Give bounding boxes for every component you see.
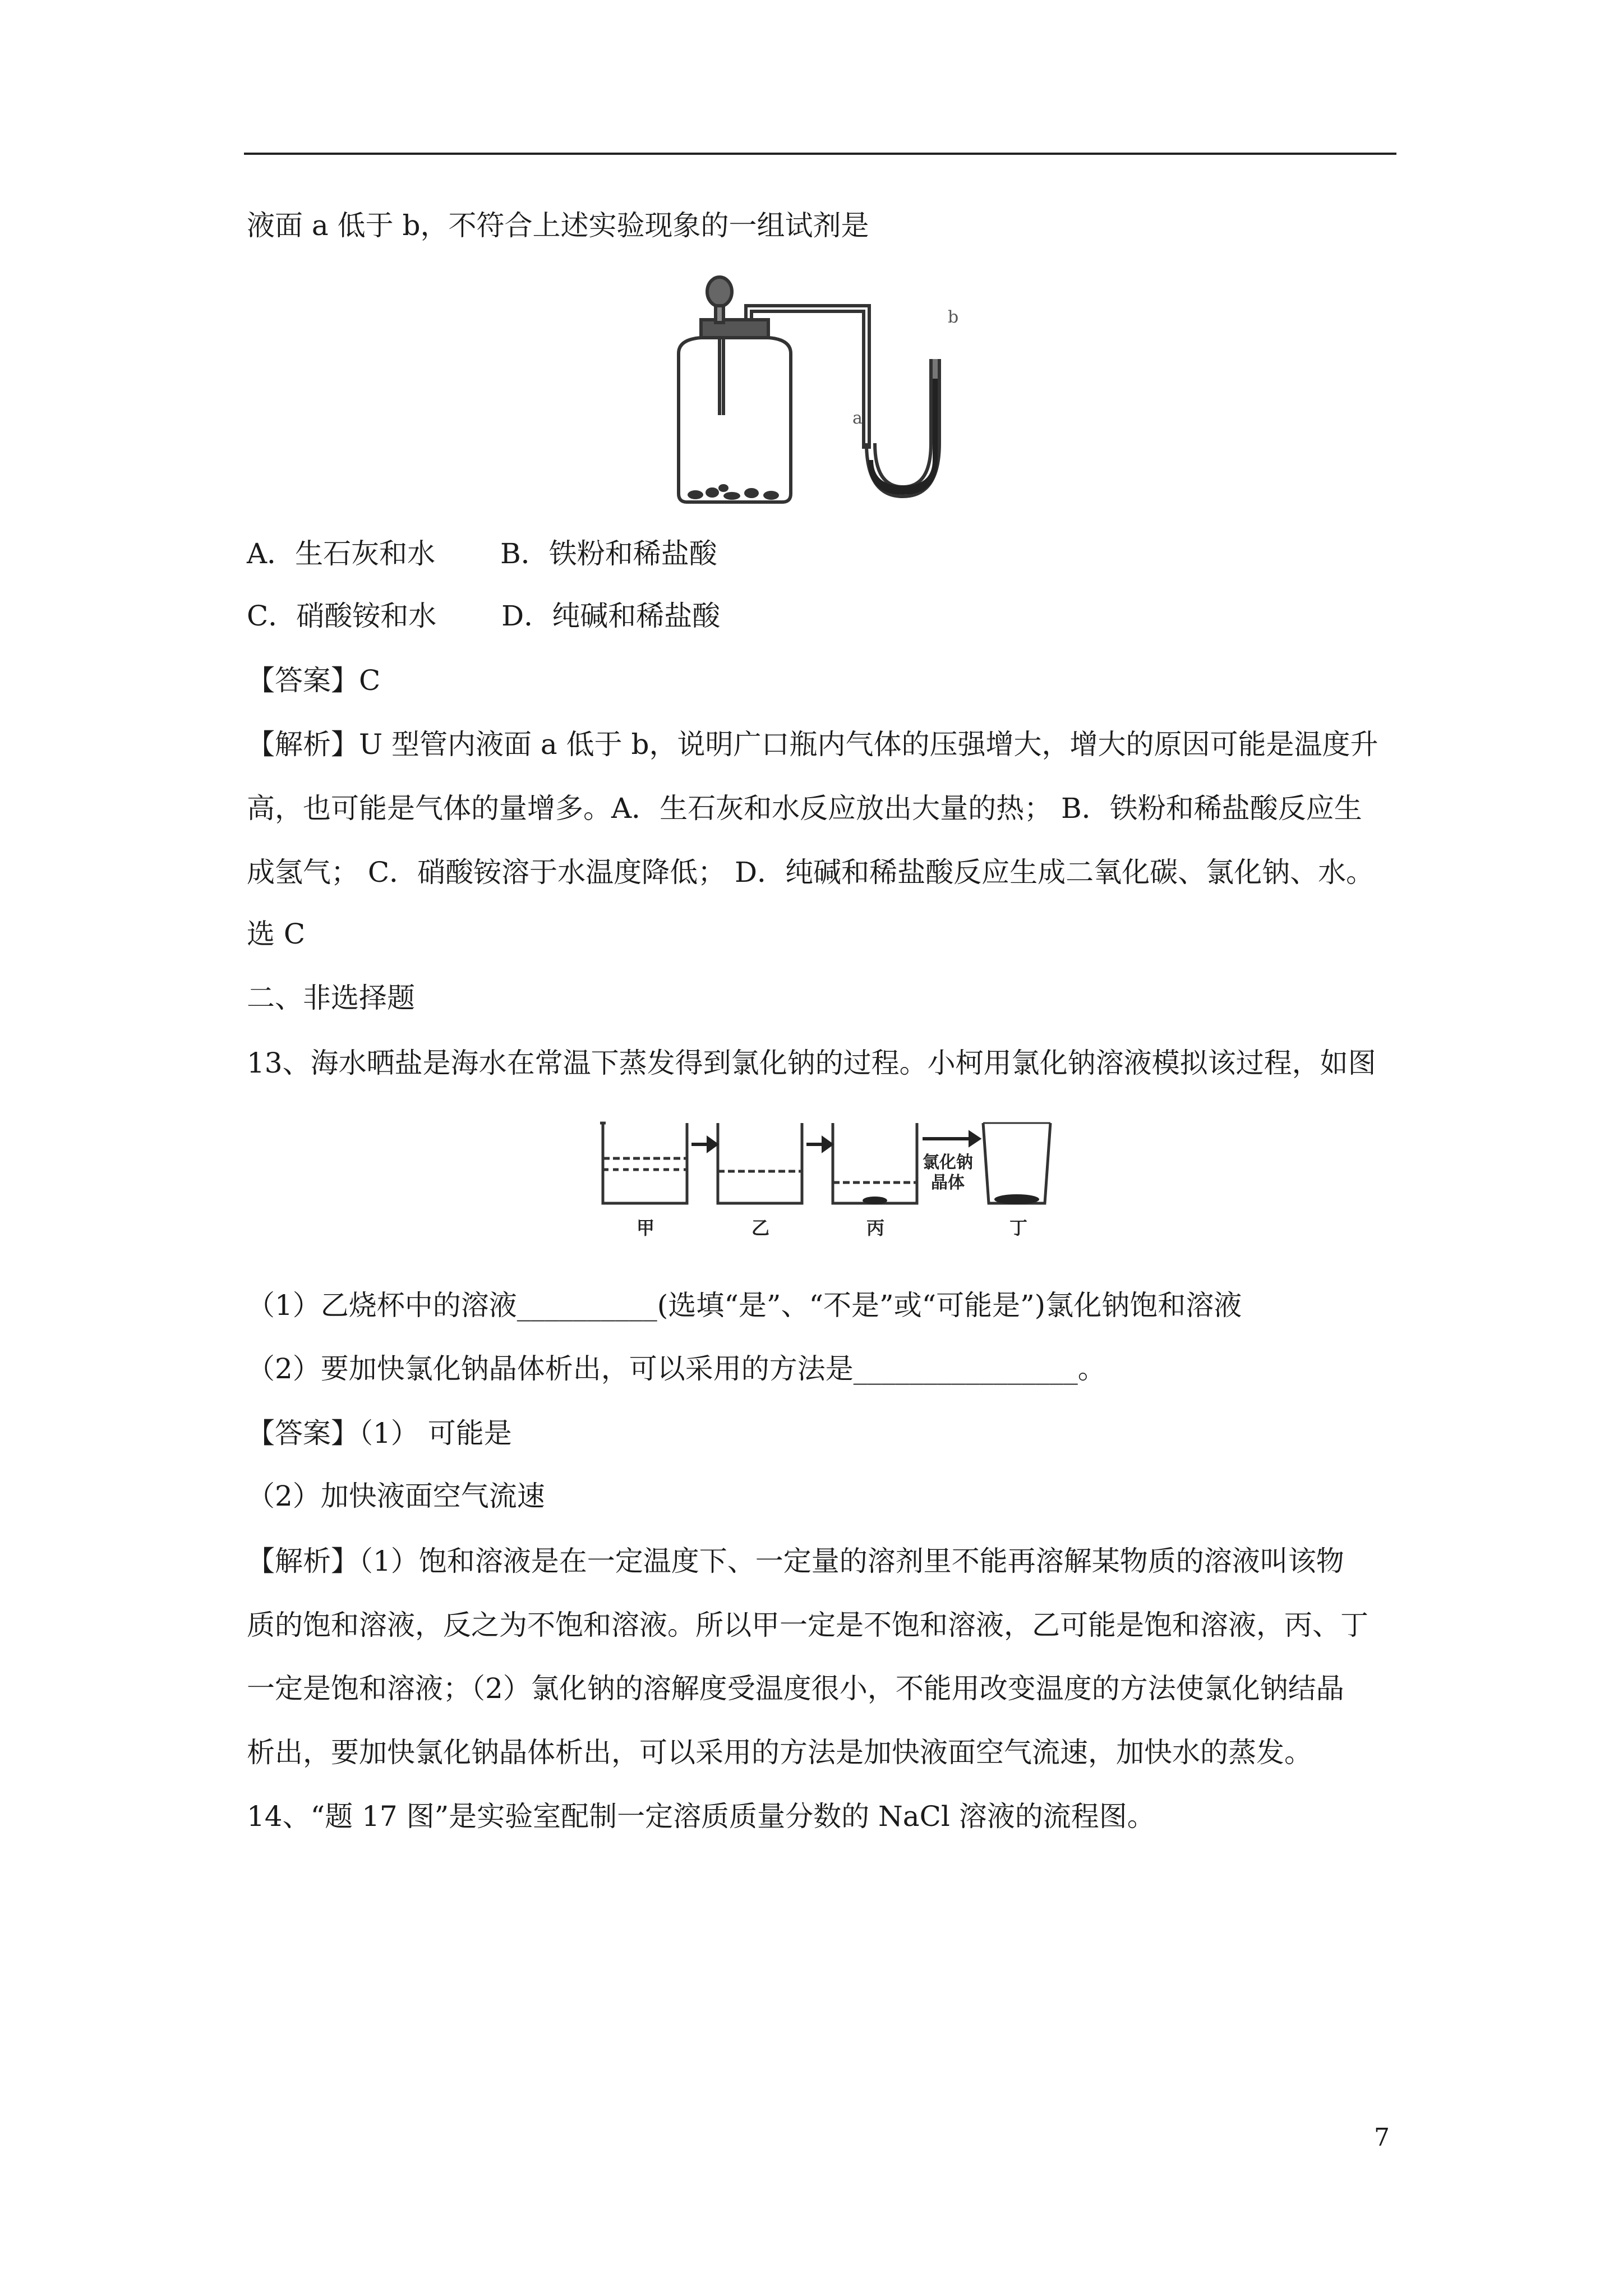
explanation-q13-line4: 析出，要加快氯化钠晶体析出，可以采用的方法是加快液面空气流速，加快水的蒸发。 xyxy=(247,1736,1312,1769)
question-stem: 液面 a 低于 b，不符合上述实验现象的一组试剂是 xyxy=(247,209,869,242)
question-13-part1: （1）乙烧杯中的溶液__________(选填“是”、“不是”或“可能是”)氯化钠饱和溶液 xyxy=(247,1289,1242,1322)
explanation-q13-line1: 【解析】（1）饱和溶液是在一定温度下、一定量的溶剂里不能再溶解某物质的溶液叫该物 xyxy=(247,1545,1344,1577)
label-a: a xyxy=(852,408,863,428)
options-c-d: C．硝酸铵和水 D．纯碱和稀盐酸 xyxy=(247,600,721,632)
explanation-q12-line4: 选 C xyxy=(247,918,306,950)
beaker-label-bing: 丙 xyxy=(866,1217,885,1239)
beaker-label-ding: 丁 xyxy=(1009,1217,1028,1239)
beaker-label-yi: 乙 xyxy=(751,1217,770,1239)
header-rule xyxy=(244,153,1396,155)
explanation-q13-line3: 一定是饱和溶液；（2）氯化钠的溶解度受温度很小，不能用改变温度的方法使氯化钠结晶 xyxy=(247,1672,1344,1705)
arrow-label-line2: 晶体 xyxy=(931,1173,965,1193)
question-14: 14、“题 17 图”是实验室配制一定溶质质量分数的 NaCl 溶液的流程图。 xyxy=(247,1800,1155,1833)
question-13: 13、海水晒盐是海水在常温下蒸发得到氯化钠的过程。小柯用氯化钠溶液模拟该过程，如图 xyxy=(247,1047,1376,1079)
beaker-label-jia: 甲 xyxy=(637,1217,655,1239)
beaker-sequence-figure xyxy=(592,1116,1063,1245)
answer-q12: 【答案】C xyxy=(247,664,381,697)
answer-q13-part2: （2）加快液面空气流速 xyxy=(247,1480,545,1512)
page-number: 7 xyxy=(1374,2123,1390,2152)
question-13-part2: （2）要加快氯化钠晶体析出，可以采用的方法是________________。 xyxy=(247,1352,1106,1385)
arrow-label-line1: 氯化钠 xyxy=(923,1153,973,1172)
label-b: b xyxy=(948,307,959,327)
explanation-q12-line2: 高，也可能是气体的量增多。A．生石灰和水反应放出大量的热； B．铁粉和稀盐酸反应生 xyxy=(247,792,1362,825)
bottle-u-tube-figure xyxy=(662,275,1054,510)
options-a-b: A．生石灰和水 B．铁粉和稀盐酸 xyxy=(247,537,717,570)
explanation-q12-line1: 【解析】U 型管内液面 a 低于 b，说明广口瓶内气体的压强增大，增大的原因可能是温度升 xyxy=(247,728,1378,761)
explanation-q13-line2: 质的饱和溶液，反之为不饱和溶液。所以甲一定是不饱和溶液，乙可能是饱和溶液，丙、丁 xyxy=(247,1609,1368,1641)
section-heading: 二、非选择题 xyxy=(247,982,415,1014)
answer-q13-part1: 【答案】（1） 可能是 xyxy=(247,1417,512,1450)
explanation-q12-line3: 成氢气； C．硝酸铵溶于水温度降低； D．纯碱和稀盐酸反应生成二氧化碳、氯化钠、水。 xyxy=(247,856,1375,889)
